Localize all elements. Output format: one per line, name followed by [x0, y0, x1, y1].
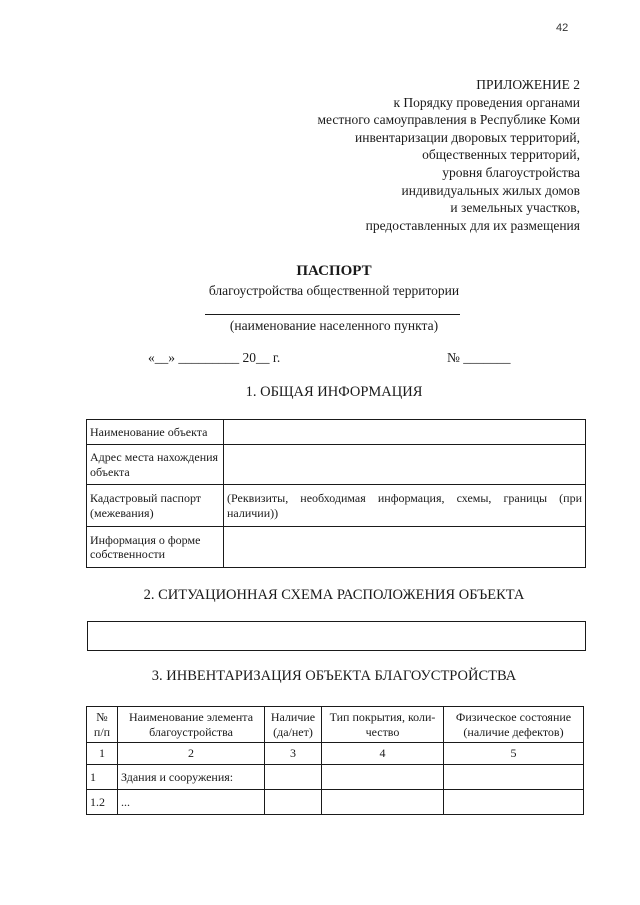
- row-number: 1: [87, 765, 118, 790]
- appendix-line: и земельных участков,: [450, 200, 580, 216]
- section2-heading: 2. СИТУАЦИОННАЯ СХЕМА РАСПОЛОЖЕНИЯ ОБЪЕКТА: [143, 587, 525, 603]
- table-row: [87, 765, 584, 790]
- table-row: [87, 790, 584, 815]
- general-info-table: [86, 419, 586, 568]
- row-value: [224, 527, 586, 568]
- table-header-row: [87, 707, 584, 743]
- row-label: Адрес места нахождения объекта: [87, 445, 224, 485]
- row-element: ...: [118, 790, 265, 815]
- appendix-line: индивидуальных жилых домов: [401, 182, 580, 198]
- header-cell-condition: Физическое состояние (наличие дефектов): [444, 707, 584, 743]
- row-label: Кадастровый паспорт (межевания): [87, 485, 224, 527]
- row-label: Информация о форме собственности: [87, 527, 224, 568]
- row-element: Здания и сооружения:: [118, 765, 265, 790]
- appendix-line: уровня благоустройства: [442, 164, 580, 180]
- date-line: «__» _________ 20__ г.: [148, 350, 281, 365]
- header-cell-element: Наименование элемента благоустройства: [118, 707, 265, 743]
- appendix-line: инвентаризации дворовых территорий,: [355, 129, 580, 145]
- appendix-line: к Порядку проведения органами: [393, 94, 580, 110]
- table-row: [87, 420, 586, 445]
- inventory-table: [86, 706, 584, 815]
- row-presence: [265, 765, 322, 790]
- header-cell-presence: Наличие (да/нет): [265, 707, 322, 743]
- index-cell: 4: [322, 743, 444, 765]
- appendix-line: предоставленных для их размещения: [365, 217, 580, 233]
- appendix-line: общественных территорий,: [422, 147, 580, 163]
- settlement-blank-line: [205, 314, 460, 315]
- section1-heading: 1. ОБЩАЯ ИНФОРМАЦИЯ: [245, 384, 423, 400]
- index-cell: 2: [118, 743, 265, 765]
- row-value: [224, 420, 586, 445]
- row-coverage: [322, 790, 444, 815]
- header-cell-number: № п/п: [87, 707, 118, 743]
- table-row: [87, 527, 586, 568]
- appendix-block: [220, 76, 580, 234]
- settlement-caption: (наименование населенного пункта): [229, 318, 439, 333]
- appendix-line: ПРИЛОЖЕНИЕ 2: [476, 77, 580, 92]
- appendix-line: местного самоуправления в Республике Коми: [317, 112, 580, 128]
- number-line: № _______: [447, 350, 511, 365]
- row-label: Наименование объекта: [87, 420, 224, 445]
- row-value: [224, 445, 586, 485]
- situational-scheme-box: [87, 621, 586, 651]
- row-value: (Реквизиты, необходимая информация, схемы, границы (при наличии)): [224, 485, 586, 527]
- document-subtitle: благоустройства общественной территории: [208, 283, 460, 298]
- row-coverage: [322, 765, 444, 790]
- table-index-row: [87, 743, 584, 765]
- table-row: [87, 485, 586, 527]
- header-cell-coverage: Тип покрытия, количество: [322, 707, 444, 743]
- table-row: [87, 445, 586, 485]
- row-presence: [265, 790, 322, 815]
- row-number: 1.2: [87, 790, 118, 815]
- row-condition: [444, 765, 584, 790]
- index-cell: 3: [265, 743, 322, 765]
- index-cell: 5: [444, 743, 584, 765]
- page-number: 42: [556, 22, 569, 34]
- index-cell: 1: [87, 743, 118, 765]
- row-condition: [444, 790, 584, 815]
- section3-heading: 3. ИНВЕНТАРИЗАЦИЯ ОБЪЕКТА БЛАГОУСТРОЙСТВА: [151, 668, 517, 684]
- document-title: ПАСПОРТ: [296, 263, 372, 279]
